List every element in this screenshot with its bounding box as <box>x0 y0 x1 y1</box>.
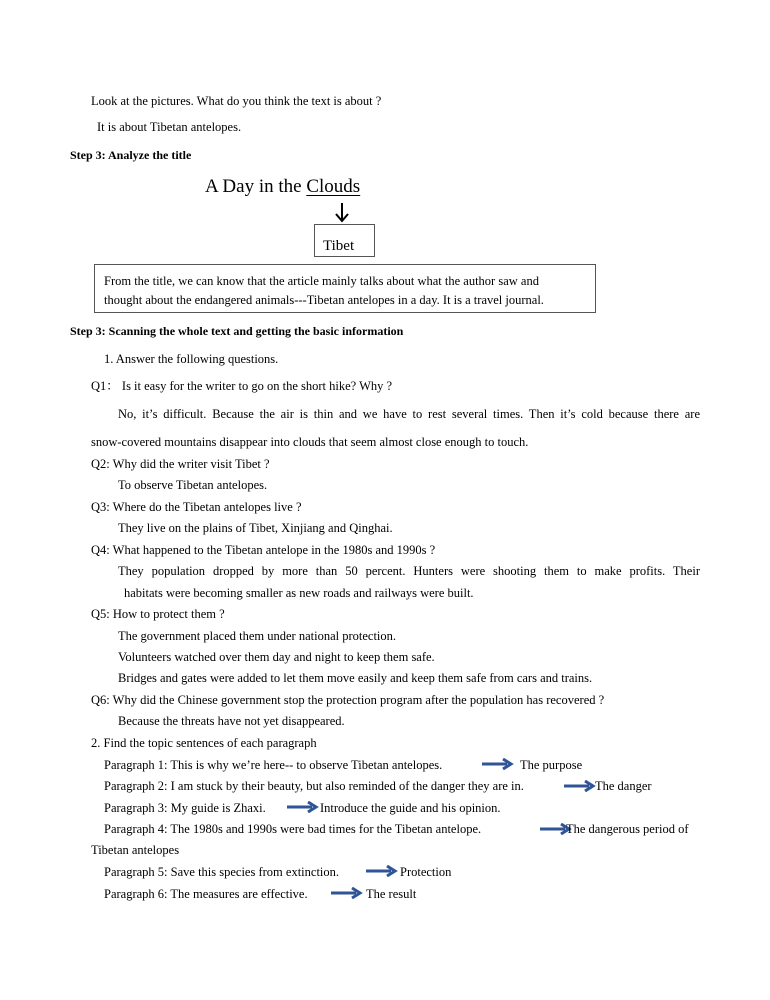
paragraph-6-label: The result <box>366 887 417 901</box>
summary-line-2: thought about the endangered animals---Tibetan antelopes in a day. It is a travel journal. <box>104 293 544 307</box>
right-arrow-icon <box>564 780 596 792</box>
down-arrow-icon <box>334 202 350 224</box>
intro-question: Look at the pictures. What do you think the text is about ? <box>91 94 382 108</box>
answer-4-line-1: They population dropped by more than 50 percent. Hunters were shooting them to make profits. Their <box>118 564 700 578</box>
question-1: Q1： Is it easy for the writer to go on the short hike? Why ? <box>91 379 393 393</box>
title-prefix: A Day in the <box>205 176 307 197</box>
answer-2: To observe Tibetan antelopes. <box>118 478 268 492</box>
answer-1-line-2: snow-covered mountains disappear into clouds that seem almost close enough to touch. <box>91 435 529 449</box>
article-title <box>205 176 360 198</box>
right-arrow-icon <box>482 758 514 770</box>
paragraph-1-sentence: Paragraph 1: This is why we’re here-- to observe Tibetan antelopes. <box>104 758 443 772</box>
step-heading-scan: Step 3: Scanning the whole text and getting the basic information <box>70 324 404 338</box>
part1-heading: 1. Answer the following questions. <box>104 352 279 366</box>
question-3: Q3: Where do the Tibetan antelopes live ? <box>91 500 302 514</box>
paragraph-2-label: The danger <box>595 779 652 793</box>
summary-box <box>94 264 596 313</box>
answer-4-line-2: habitats were becoming smaller as new roads and railways were built. <box>124 586 474 600</box>
answer-5-line-2: Volunteers watched over them day and night to keep them safe. <box>118 650 435 664</box>
paragraph-3-sentence: Paragraph 3: My guide is Zhaxi. <box>104 801 266 815</box>
question-4: Q4: What happened to the Tibetan antelope in the 1980s and 1990s ? <box>91 543 436 557</box>
question-6: Q6: Why did the Chinese government stop the protection program after the population has recovered ? <box>91 693 605 707</box>
answer-5-line-1: The government placed them under national protection. <box>118 629 397 643</box>
title-underlined-word: Clouds <box>306 176 361 197</box>
step-heading-analyze: Step 3: Analyze the title <box>70 148 192 162</box>
paragraph-4-label-continued: Tibetan antelopes <box>91 843 180 857</box>
paragraph-1-label: The purpose <box>520 758 583 772</box>
paragraph-4-label: The dangerous period of <box>566 822 689 836</box>
paragraph-3-label: Introduce the guide and his opinion. <box>320 801 501 815</box>
answer-1-line-1: No, it’s difficult. Because the air is thin and we have to rest several times. Then it’s cold because there are <box>118 407 700 421</box>
paragraph-5-sentence: Paragraph 5: Save this species from extinction. <box>104 865 340 879</box>
right-arrow-icon <box>366 865 398 877</box>
paragraph-5-label: Protection <box>400 865 452 879</box>
summary-line-1: From the title, we can know that the article mainly talks about what the author saw and <box>104 274 539 288</box>
paragraph-2-sentence: Paragraph 2: I am stuck by their beauty, but also reminded of the danger they are in. <box>104 779 524 793</box>
paragraph-4-sentence: Paragraph 4: The 1980s and 1990s were bad times for the Tibetan antelope. <box>104 822 482 836</box>
tibet-box <box>314 224 375 257</box>
answer-5-line-3: Bridges and gates were added to let them move easily and keep them safe from cars and trains. <box>118 671 593 685</box>
answer-6: Because the threats have not yet disappeared. <box>118 714 345 728</box>
paragraph-6-sentence: Paragraph 6: The measures are effective. <box>104 887 308 901</box>
right-arrow-icon <box>331 887 363 899</box>
tibet-label: Tibet <box>323 238 355 254</box>
question-5: Q5: How to protect them ? <box>91 607 225 621</box>
question-2: Q2: Why did the writer visit Tibet ? <box>91 457 270 471</box>
answer-3: They live on the plains of Tibet, Xinjiang and Qinghai. <box>118 521 393 535</box>
intro-answer: It is about Tibetan antelopes. <box>97 120 242 134</box>
part2-heading: 2. Find the topic sentences of each paragraph <box>91 736 317 750</box>
right-arrow-icon <box>287 801 319 813</box>
